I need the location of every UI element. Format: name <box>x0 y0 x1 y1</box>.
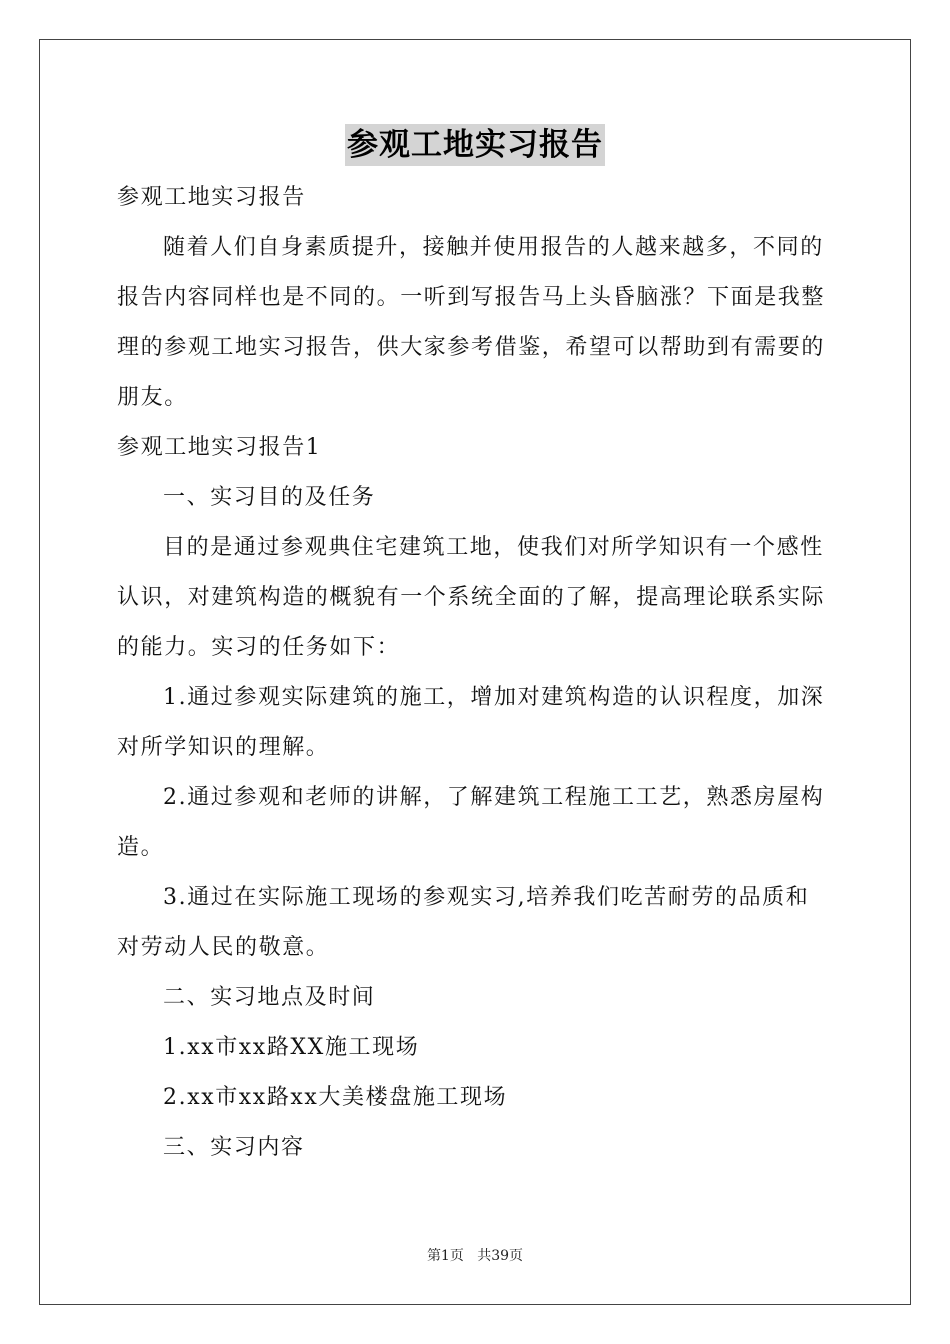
paragraph-line: 认识，对建筑构造的概貌有一个系统全面的了解，提高理论联系实际 <box>117 585 826 610</box>
section-heading: 三、实习内容 <box>163 1135 305 1160</box>
list-item-line: 2.通过参观和老师的讲解，了解建筑工程施工工艺，熟悉房屋构 <box>163 785 825 810</box>
paragraph-line: 随着人们自身素质提升，接触并使用报告的人越来越多，不同的 <box>163 235 824 260</box>
list-item-line: 3.通过在实际施工现场的参观实习,培养我们吃苦耐劳的品质和 <box>163 885 810 910</box>
document-title: 参观工地实习报告 <box>345 124 605 166</box>
section-heading: 一、实习目的及任务 <box>163 485 376 510</box>
section-heading: 参观工地实习报告1 <box>117 435 322 460</box>
title-container <box>0 124 950 166</box>
list-item-line: 1.通过参观实际建筑的施工，增加对建筑构造的认识程度，加深 <box>163 685 825 710</box>
paragraph-line: 朋友。 <box>117 385 188 410</box>
page-total: 共39页 <box>477 1248 524 1264</box>
paragraph-line: 理的参观工地实习报告，供大家参考借鉴，希望可以帮助到有需要的 <box>117 335 826 360</box>
page-number: 第1页 <box>426 1248 464 1264</box>
list-item-line: 2.xx市xx路xx大美楼盘施工现场 <box>163 1085 508 1110</box>
list-item-line: 造。 <box>117 835 165 860</box>
paragraph-line: 报告内容同样也是不同的。一听到写报告马上头昏脑涨？下面是我整 <box>117 285 826 310</box>
list-item-line: 对劳动人民的敬意。 <box>117 935 330 960</box>
section-heading: 二、实习地点及时间 <box>163 985 376 1010</box>
list-item-line: 对所学知识的理解。 <box>117 735 330 760</box>
page-border <box>39 39 911 1305</box>
list-item-line: 1.xx市xx路XX施工现场 <box>163 1035 420 1060</box>
subtitle-line: 参观工地实习报告 <box>117 185 306 210</box>
paragraph-line: 目的是通过参观典住宅建筑工地，使我们对所学知识有一个感性 <box>163 535 824 560</box>
paragraph-line: 的能力。实习的任务如下： <box>117 635 401 660</box>
page-footer <box>0 1246 950 1266</box>
